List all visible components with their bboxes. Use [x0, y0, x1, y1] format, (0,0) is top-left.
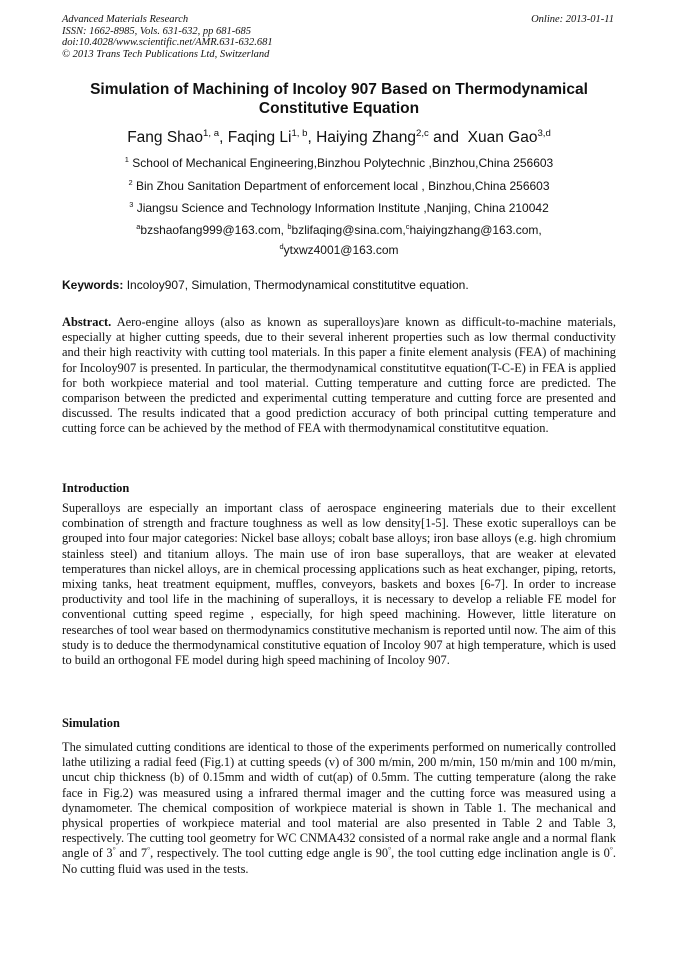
author-name: Fang Shao — [127, 129, 204, 146]
author-name: Faqing Li — [227, 129, 292, 146]
keywords — [62, 278, 616, 293]
introduction-text: Superalloys are especially an important class of aerospace engineering materials due to their excellent combination of strength and fracture toughness as well as low density[1-5]. These exotic superalloys can be grouped into four major categories: Nickel base alloys; cobalt base alloys; iron base alloys (e.g. high chromium stainless steel) and titanium alloys. The main use of iron base superalloys, that are weaker at elevated temperatures than nickel alloys, are in chemical processing applications such as heat exchanger, piping, retorts, mixing tanks, heat treatment equipment, muffles, conveyors, baskets and boxes [6-7]. In order to increase productivity and tool life in the machining of superalloys, it is necessary to develop a reliable FE model for conventional cutting speed regime , especially, for high speed machining. However, little literature on researches of tool wear based on thermodynamics constitutive mechanism is reported until now. The aim of this study is to deduce the thermodynamical constitutive equation of Incoloy 907 at high temperature, which is used to build an orthogonal FE model during high speed machining of Incoloy 907. — [62, 501, 616, 668]
title-line-2: Constitutive Equation — [258, 100, 420, 117]
doi: doi:10.4028/www.scientific.net/AMR.631-632.681 — [62, 37, 273, 48]
affiliation-1 — [62, 156, 616, 171]
email-a: bzshaofang999@163.com, — [140, 223, 285, 237]
abstract-label: Abstract. — [62, 315, 112, 329]
author-affil-mark: 2,c — [416, 127, 429, 139]
author-affil-mark: 3,d — [537, 127, 551, 139]
simulation-heading: Simulation — [62, 716, 120, 730]
author-name: Xuan Gao — [467, 129, 538, 146]
journal-name: Advanced Materials Research — [62, 14, 189, 25]
abstract — [62, 315, 616, 437]
email-mark: b — [287, 222, 292, 231]
author-separator: and — [428, 129, 468, 146]
simulation-text-part: , the tool cutting edge inclination angle is 0 — [391, 846, 610, 861]
email-mark: d — [279, 242, 284, 251]
keywords-text: Incoloy907, Simulation, Thermodynamical constitutitve equation. — [126, 278, 469, 292]
journal-header — [62, 14, 273, 60]
affil-text: School of Mechanical Engineering,Binzhou Polytechnic ,Binzhou,China 256603 — [132, 156, 554, 170]
keywords-label: Keywords: — [62, 278, 124, 292]
author-separator: , — [219, 129, 228, 146]
simulation-text-part: The simulated cutting conditions are identical to those of the experiments performed on numerically controlled lathe utilizing a radial feed (Fig.1) at cutting speeds (v) of 300 m/min, 200 m/min, 150 m/min and 100 m/min, uncut chip thickness (b) of 0.15mm and width of cut(ap) of 0.5mm. The cutting temperature (along the rake face in Fig.2) was measured using a infrared thermal imager and the cutting force was measured using a dynamometer. The chemical composition of workpiece material is shown in Table 1. The mechanical and physical properties of workpiece material and tool material are also presented in Table 2 and Table 3, respectively. The cutting tool geometry for WC CNMA432 consisted of a normal rake angle and a normal flank angle of 3 — [62, 740, 616, 861]
author-separator: , — [307, 129, 317, 146]
issn: ISSN: 1662-8985, Vols. 631-632, pp 681-685 — [62, 25, 251, 37]
email-mark: a — [136, 222, 141, 231]
introduction-heading: Introduction — [62, 481, 130, 495]
affil-mark: 3 — [129, 200, 134, 209]
paper-title — [62, 80, 616, 118]
affiliation-2 — [62, 179, 616, 194]
email-line-2 — [62, 243, 616, 258]
simulation-text-part: and 7 — [115, 846, 148, 861]
email-c: haiyingzhang@163.com, — [409, 223, 542, 237]
author-name: Haiying Zhang — [316, 129, 417, 146]
email-line-1 — [62, 223, 616, 238]
author-list — [62, 128, 616, 148]
simulation-text-part: , respectively. The tool cutting edge angle is 90 — [150, 846, 389, 861]
email-d: ytxwz4001@163.com — [283, 243, 399, 257]
affil-mark: 2 — [128, 178, 133, 187]
simulation-text-part: . No cutting fluid was used in the tests. — [62, 846, 617, 876]
degree-mark: ° — [388, 845, 392, 855]
affiliation-3 — [62, 201, 616, 216]
affil-text: Jiangsu Science and Technology Information Institute ,Nanjing, China 210042 — [136, 201, 549, 215]
online-date: Online: 2013-01-11 — [531, 14, 614, 25]
title-line-1: Simulation of Machining of Incoloy 907 Based on Thermodynamical — [90, 81, 588, 98]
copyright: © 2013 Trans Tech Publications Ltd, Switzerland — [62, 48, 270, 60]
simulation-text — [62, 740, 616, 877]
affil-mark: 1 — [124, 155, 129, 164]
author-affil-mark: 1, b — [291, 127, 308, 139]
abstract-text: Aero-engine alloys (also as known as superalloys)are known as difficult-to-machine materials, especially at higher cutting speeds, due to their several inherent properties such as low thermal conductivity and their high reactivity with cutting tool materials. In this paper a finite element analysis (FEA) of machining for Incoloy907 is presented. In particular, the thermodynamical constitutitve equation(T-C-E) in FEA is applied for both workpiece material and tool material. Cutting temperature and cutting force are predicted. The comparison between the predicted and experimental cutting temperature and cutting force are presented and discussed. The results indicated that a good prediction accuracy of both principal cutting temperature and cutting force can be achieved by the method of FEA with thermodynamical constitutitve equation. — [62, 315, 616, 436]
affil-text: Bin Zhou Sanitation Department of enforcement local , Binzhou,China 256603 — [135, 179, 550, 193]
email-b: bzlifaqing@sina.com, — [291, 223, 406, 237]
email-mark: c — [405, 222, 410, 231]
degree-mark: ° — [147, 845, 151, 855]
degree-mark: ° — [112, 845, 116, 855]
degree-mark: ° — [609, 845, 613, 855]
author-affil-mark: 1, a — [203, 127, 220, 139]
